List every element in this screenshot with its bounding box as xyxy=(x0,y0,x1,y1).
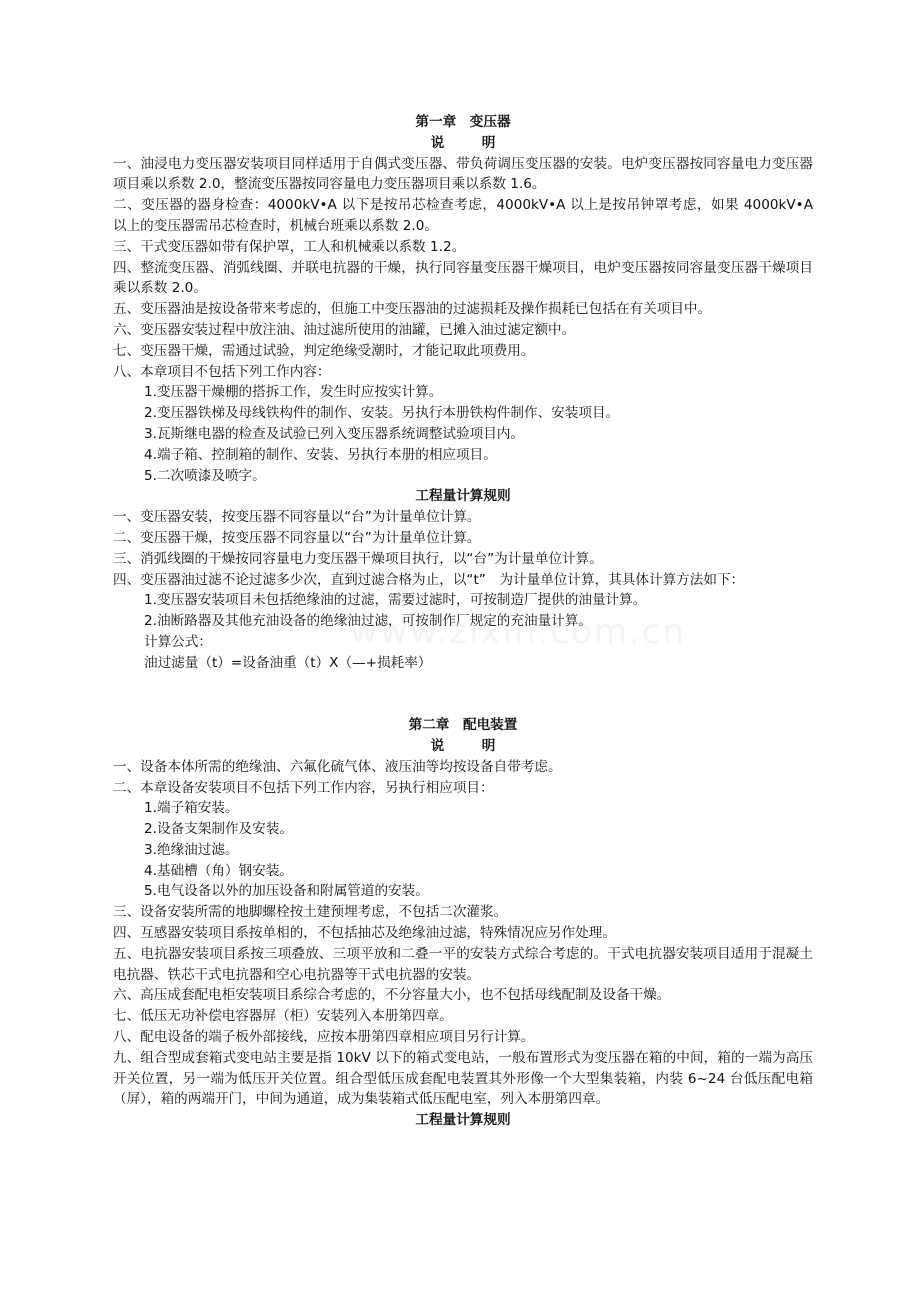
sub-item: 1.端子箱安装。 xyxy=(144,800,239,817)
paragraph: 二、本章设备安装项目不包括下列工作内容，另执行相应项目： xyxy=(113,779,494,796)
section-gap xyxy=(113,694,813,715)
paragraph: 八、配电设备的端子板外部接线，应按本册第四章相应项目另行计算。 xyxy=(113,1029,535,1046)
paragraph: 三、消弧线圈的干燥按同容量电力变压器干燥项目执行，以“台”为计量单位计算。 xyxy=(113,550,603,567)
paragraph: 一、油浸电力变压器安装项目同样适用于自偶式变压器、带负荷调压变压器的安装。电炉变压器按同容量电力变压器项目乘以系数 2.0，整流变压器按同容量电力变压器项目乘以系数 1.6。 xyxy=(113,155,813,193)
paragraph: 九、组合型成套箱式变电站主要是指 10kV 以下的箱式变电站，一般布置形式为变压器在箱的中间，箱的一端为高压开关位置，另一端为低压开关位置。组合型低压成套配电装置其外形像一个大型集装箱，内装 6~24 台低压配电箱（屏），箱的两端开门，中间为通道，成为集装箱式低压配电室，列入本册第四章。 xyxy=(113,1049,813,1108)
paragraph: 三、设备安装所需的地脚螺栓按土建预埋考虑，不包括二次灌浆。 xyxy=(113,904,508,921)
paragraph: 四、整流变压器、消弧线圈、并联电抗器的干燥，执行同容量变压器干燥项目，电炉变压器按同容量变压器干燥项目乘以系数 2.0。 xyxy=(113,259,813,297)
paragraph: 一、变压器安装，按变压器不同容量以“台”为计量单位计算。 xyxy=(113,509,481,526)
section-gap xyxy=(113,674,813,695)
paragraph: 七、变压器干燥，需通过试验，判定绝缘受潮时，才能记取此项费用。 xyxy=(113,342,535,359)
sub-item: 4.基础槽（角）钢安装。 xyxy=(144,862,293,879)
sub-item: 1.变压器安装项目未包括绝缘油的过滤，需要过滤时，可按制造厂提供的油量计算。 xyxy=(144,592,647,609)
sub-item: 2.油断路器及其他充油设备的绝缘油过滤，可按制作厂规定的充油量计算。 xyxy=(144,613,592,630)
chapter2-rules-heading: 工程量计算规则 xyxy=(415,1112,511,1129)
sub-item: 2.变压器铁梯及母线铁构件的制作、安装。另执行本册铁构件制作、安装项目。 xyxy=(144,405,620,422)
sub-item: 5.电气设备以外的加压设备和附属管道的安装。 xyxy=(144,883,429,900)
paragraph: 四、变压器油过滤不论过滤多少次，直到过滤合格为止，以“t” 为计量单位计算，其具体计算方法如下： xyxy=(113,571,745,588)
paragraph: 八、本章项目不包括下列工作内容： xyxy=(113,363,331,380)
sub-item: 5.二次喷漆及喷字。 xyxy=(144,467,266,484)
document-body xyxy=(113,112,813,1131)
paragraph: 七、低压无功补偿电容器屏（柜）安装列入本册第四章。 xyxy=(113,1008,453,1025)
paragraph: 六、变压器安装过程中放注油、油过滤所使用的油罐，已摊入油过滤定额中。 xyxy=(113,321,576,338)
sub-item: 1.变压器干燥棚的搭拆工作，发生时应按实计算。 xyxy=(144,384,443,401)
paragraph: 二、变压器干燥，按变压器不同容量以“台”为计量单位计算。 xyxy=(113,529,481,546)
sub-item: 3.瓦斯继电器的检查及试验已列入变压器系统调整试验项目内。 xyxy=(144,425,524,442)
sub-item: 2.设备支架制作及安装。 xyxy=(144,821,293,838)
formula: 油过滤量（t）=设备油重（t）X（—+损耗率） xyxy=(144,654,432,671)
paragraph: 五、变压器油是按设备带来考虑的，但施工中变压器油的过滤损耗及操作损耗已包括在有关项目中。 xyxy=(113,301,712,318)
paragraph: 三、干式变压器如带有保护罩，工人和机械乘以系数 1.2。 xyxy=(113,238,466,255)
paragraph: 六、高压成套配电柜安装项目系综合考虑的，不分容量大小，也不包括母线配制及设备干燥。 xyxy=(113,987,671,1004)
formula-label: 计算公式： xyxy=(144,633,212,650)
chapter1-rules-heading: 工程量计算规则 xyxy=(415,488,511,505)
sub-item: 3.绝缘油过滤。 xyxy=(144,841,239,858)
chapter1-explain-heading: 说 明 xyxy=(430,134,508,151)
paragraph: 一、设备本体所需的绝缘油、六氟化硫气体、液压油等均按设备自带考虑。 xyxy=(113,758,562,775)
chapter2-explain-heading: 说 明 xyxy=(430,737,508,754)
chapter2-title: 第二章 配电装置 xyxy=(408,717,518,734)
paragraph: 二、变压器的器身检查：4000kV•A 以下是按吊芯检查考虑，4000kV•A 以上是按吊钟罩考虑，如果 4000kV•A 以上的变压器需吊芯检查时，机械台班乘以系数 2.0。 xyxy=(113,197,813,234)
paragraph: 四、互感器安装项目系按单相的，不包括抽芯及绝缘油过滤，特殊情况应另作处理。 xyxy=(113,925,616,942)
sub-item: 4.端子箱、控制箱的制作、安装、另执行本册的相应项目。 xyxy=(144,446,497,463)
chapter1-title: 第一章 变压器 xyxy=(415,114,511,130)
paragraph: 五、电抗器安装项目系按三项叠放、三项平放和二叠一平的安装方式综合考虑的。干式电抗器安装项目适用于混凝土电抗器、铁芯干式电抗器和空心电抗器等干式电抗器的安装。 xyxy=(113,945,813,983)
